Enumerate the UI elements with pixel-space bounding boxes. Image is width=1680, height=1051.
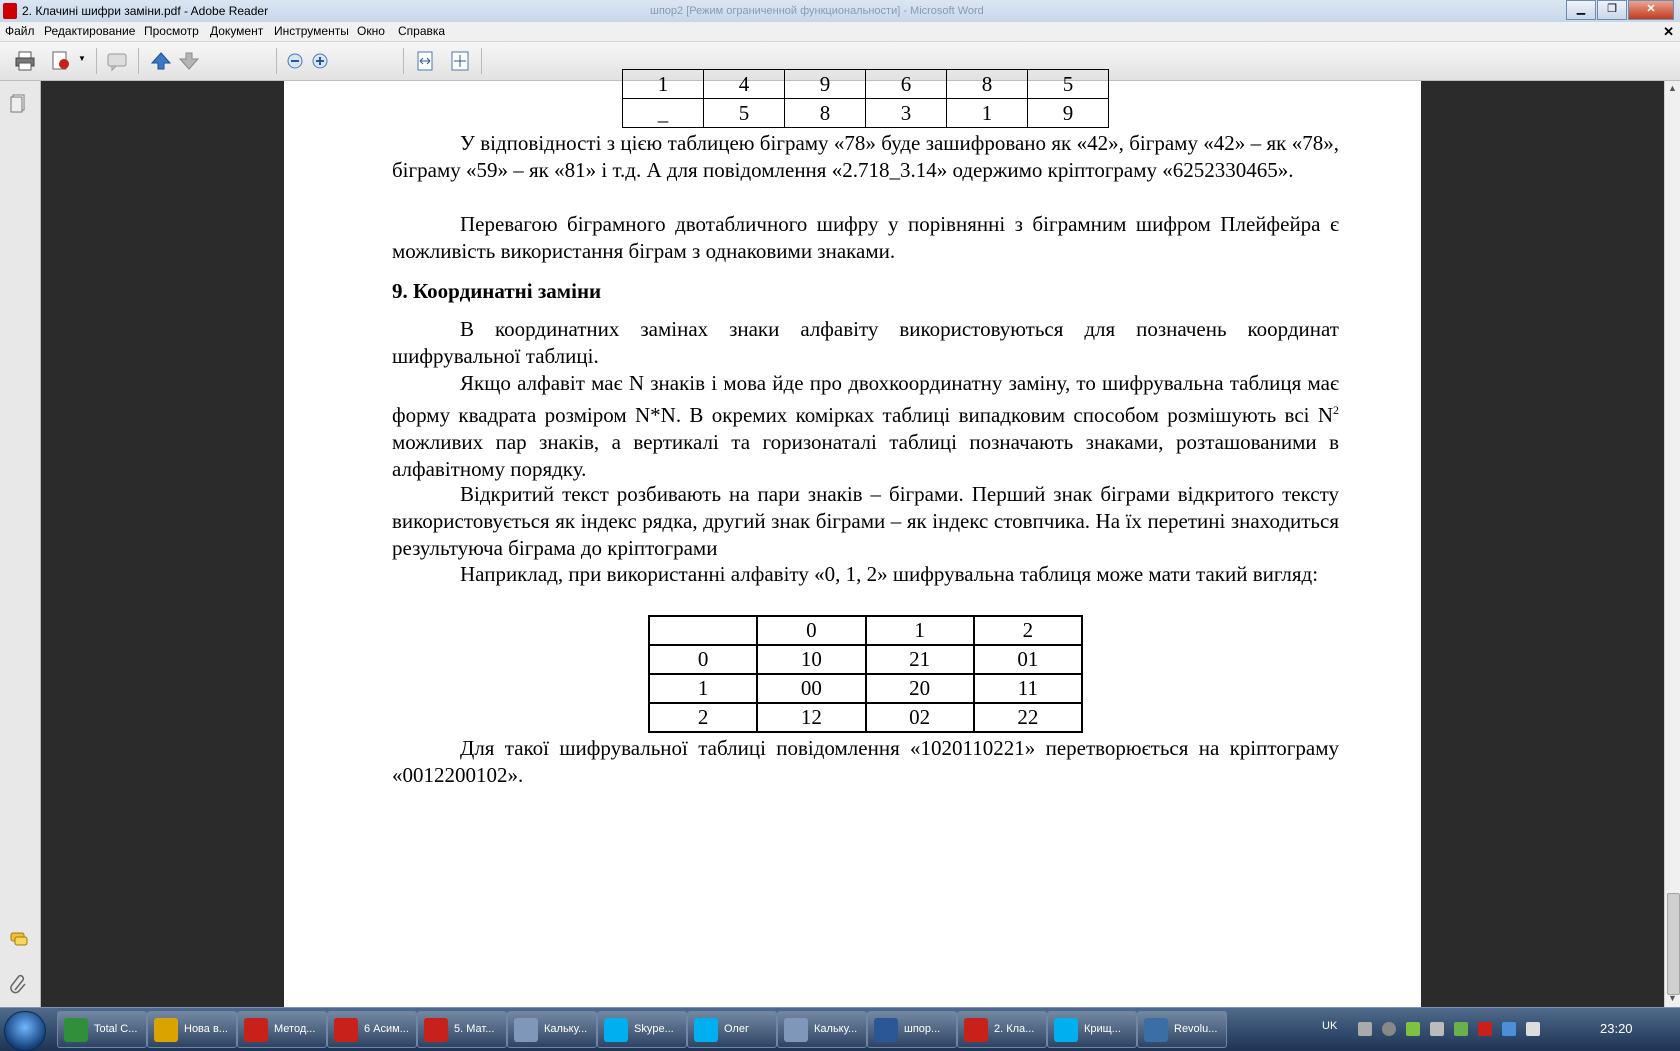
- app-icon: [514, 1018, 538, 1042]
- pdf-page: [284, 71, 1421, 1007]
- menu-edit[interactable]: Редактирование: [44, 24, 136, 38]
- scroll-down-icon[interactable]: ▼: [1668, 993, 1677, 1003]
- volume-icon[interactable]: [1526, 1022, 1540, 1036]
- table-row: 2 12 02 22: [649, 703, 1082, 732]
- review-dropdown-icon[interactable]: ▼: [78, 54, 86, 63]
- toolbar-divider: [403, 48, 404, 74]
- table-row: _ 5 8 3 1 9: [623, 99, 1109, 128]
- print-icon[interactable]: [14, 50, 36, 72]
- start-button[interactable]: [4, 1011, 46, 1051]
- paragraph: Наприклад, при використанні алфавіту «0, 1, 2» шифрувальна таблиця може мати такий вигляд:: [460, 562, 1319, 586]
- vertical-scrollbar[interactable]: [1664, 81, 1680, 1007]
- taskbar-button-label: Skype...: [634, 1023, 674, 1035]
- bigram-table-partial: [622, 69, 1109, 128]
- navigation-pane: [0, 81, 41, 1007]
- taskbar-button-label: Кальку...: [814, 1023, 858, 1035]
- pages-panel-icon[interactable]: [9, 93, 29, 113]
- tray-icon[interactable]: [1382, 1022, 1396, 1036]
- review-pdf-icon[interactable]: [50, 50, 72, 72]
- taskbar-button[interactable]: [147, 1011, 237, 1048]
- taskbar-button[interactable]: [777, 1011, 867, 1048]
- previous-page-icon[interactable]: [150, 50, 172, 72]
- app-icon: [964, 1018, 988, 1042]
- table-row: 1 4 9 6 8 5: [623, 70, 1109, 99]
- menu-help[interactable]: Справка: [398, 24, 446, 38]
- app-icon: [1144, 1018, 1168, 1042]
- taskbar-button-label: Total C...: [94, 1023, 138, 1035]
- fit-width-icon[interactable]: [414, 50, 436, 72]
- clock[interactable]: 23:20: [1600, 1021, 1633, 1036]
- app-icon: [334, 1018, 358, 1042]
- scroll-up-icon[interactable]: ▲: [1668, 83, 1677, 93]
- comments-panel-icon[interactable]: [9, 929, 29, 949]
- title-bar: [0, 0, 1680, 23]
- table-row: 0 10 21 01: [649, 645, 1082, 674]
- paragraph: Якщо алфавіт має N знаків і мова йде про двохкоординатну заміну, то шифрувальна таблиця має форму квадрата розміром N*N. В окремих комірках таблиці випадковим способом розмішують всі $N^2$ можливих пар знаків, а вертикалі та горизонаталі таблиці позначають знаками, розташованими в алфавітному порядку.: [392, 371, 1339, 481]
- app-icon: [424, 1018, 448, 1042]
- next-page-icon[interactable]: [178, 50, 200, 72]
- menu-view[interactable]: Просмотр: [144, 24, 199, 38]
- app-icon: [154, 1018, 178, 1042]
- paragraph: Відкритий текст розбивають на пари знаків – біграми. Перший знак біграми відкритого тексту використовується як індекс рядка, другий знак біграми – як індекс стовпчика. На їх перетині знаходиться результуюча біграма до кріптограми: [392, 482, 1339, 560]
- taskbar: [0, 1007, 1680, 1051]
- paragraph: Для такої шифрувальної таблиці повідомлення «1020110221» перетворюється на кріптограму «0012200102».: [392, 736, 1339, 787]
- taskbar-button[interactable]: [867, 1011, 957, 1048]
- maximize-button[interactable]: ❐: [1597, 0, 1627, 20]
- paragraph: В координатних замінах знаки алфавіту використовуються для позначень координат шифрувальної таблиці.: [392, 317, 1339, 368]
- system-tray: [1316, 1008, 1680, 1051]
- coordinate-cipher-table: [648, 615, 1083, 733]
- app-icon: [874, 1018, 898, 1042]
- paragraph: Перевагою біграмного двотабличного шифру у порівнянні з біграмним шифром Плейфейра є можливість використання біграм з однаковими знаками.: [392, 212, 1339, 263]
- taskbar-button-label: 5. Мат...: [454, 1023, 495, 1035]
- taskbar-button[interactable]: [597, 1011, 687, 1048]
- close-button[interactable]: ✕: [1628, 0, 1674, 20]
- language-indicator[interactable]: UK: [1322, 1020, 1338, 1032]
- taskbar-button[interactable]: [417, 1011, 507, 1048]
- taskbar-button-label: 6 Асим...: [364, 1023, 409, 1035]
- paragraph: У відповідності з цією таблицею біграму «78» буде зашифровано як «42», біграму «42» – як «78», біграму «59» – як «81» і т.д. А для повідомлення «2.718_3.14» одержимо кріптограму «6252330465».: [392, 131, 1339, 182]
- section-heading: 9. Координатні заміни: [392, 279, 602, 303]
- menu-document[interactable]: Документ: [210, 24, 264, 38]
- app-icon: [784, 1018, 808, 1042]
- taskbar-button-label: 2. Кла...: [994, 1023, 1035, 1035]
- taskbar-button-label: Нова в...: [184, 1023, 228, 1035]
- nvidia-icon[interactable]: [1454, 1022, 1468, 1036]
- tray-icon[interactable]: [1430, 1022, 1444, 1036]
- tray-icon[interactable]: [1478, 1022, 1492, 1036]
- table-row: 1 00 20 11: [649, 674, 1082, 703]
- tray-icon[interactable]: [1406, 1022, 1420, 1036]
- menu-tools[interactable]: Инструменты: [274, 24, 349, 38]
- toolbar-divider: [138, 48, 139, 74]
- taskbar-button-label: Олег: [724, 1023, 749, 1035]
- zoom-in-icon[interactable]: [311, 52, 329, 70]
- toolbar-divider: [96, 48, 97, 74]
- attachments-panel-icon[interactable]: [9, 974, 29, 994]
- comment-icon[interactable]: [106, 50, 128, 72]
- toolbar-divider: [481, 48, 482, 74]
- app-icon: [64, 1018, 88, 1042]
- taskbar-button[interactable]: [327, 1011, 417, 1048]
- taskbar-button-label: Revolu...: [1174, 1023, 1218, 1035]
- background-window-title: шпор2 [Режим ограниченной функциональности] - Microsoft Word: [650, 5, 984, 17]
- app-icon: [604, 1018, 628, 1042]
- taskbar-button-label: шпор...: [904, 1023, 941, 1035]
- taskbar-button[interactable]: [57, 1011, 147, 1048]
- window-title: 2. Клачині шифри заміни.pdf - Adobe Reader: [22, 4, 269, 18]
- table-header-row: 0 1 2: [649, 616, 1082, 645]
- taskbar-button[interactable]: [1137, 1011, 1227, 1048]
- document-close-button[interactable]: ✕: [1663, 24, 1674, 39]
- tray-icon[interactable]: [1358, 1022, 1372, 1036]
- app-icon: [244, 1018, 268, 1042]
- fit-page-icon[interactable]: [449, 50, 471, 72]
- menu-bar: [0, 22, 1680, 42]
- menu-file[interactable]: Файл: [5, 24, 35, 38]
- app-icon: [694, 1018, 718, 1042]
- toolbar-divider: [276, 48, 277, 74]
- taskbar-button[interactable]: [687, 1011, 777, 1048]
- minimize-button[interactable]: ▁: [1566, 0, 1596, 20]
- adobe-reader-icon: [3, 3, 17, 19]
- taskbar-button[interactable]: [1047, 1011, 1137, 1048]
- taskbar-button-label: Кальку...: [544, 1023, 588, 1035]
- taskbar-button-label: Метод...: [274, 1023, 316, 1035]
- taskbar-button[interactable]: [237, 1011, 327, 1048]
- taskbar-button-label: Крищ...: [1084, 1023, 1121, 1035]
- scrollbar-thumb[interactable]: [1667, 893, 1680, 995]
- taskbar-button[interactable]: [957, 1011, 1047, 1048]
- zoom-out-icon[interactable]: [286, 52, 304, 70]
- menu-window[interactable]: Окно: [357, 24, 385, 38]
- app-icon: [1054, 1018, 1078, 1042]
- taskbar-button[interactable]: [507, 1011, 597, 1048]
- network-icon[interactable]: [1502, 1022, 1516, 1036]
